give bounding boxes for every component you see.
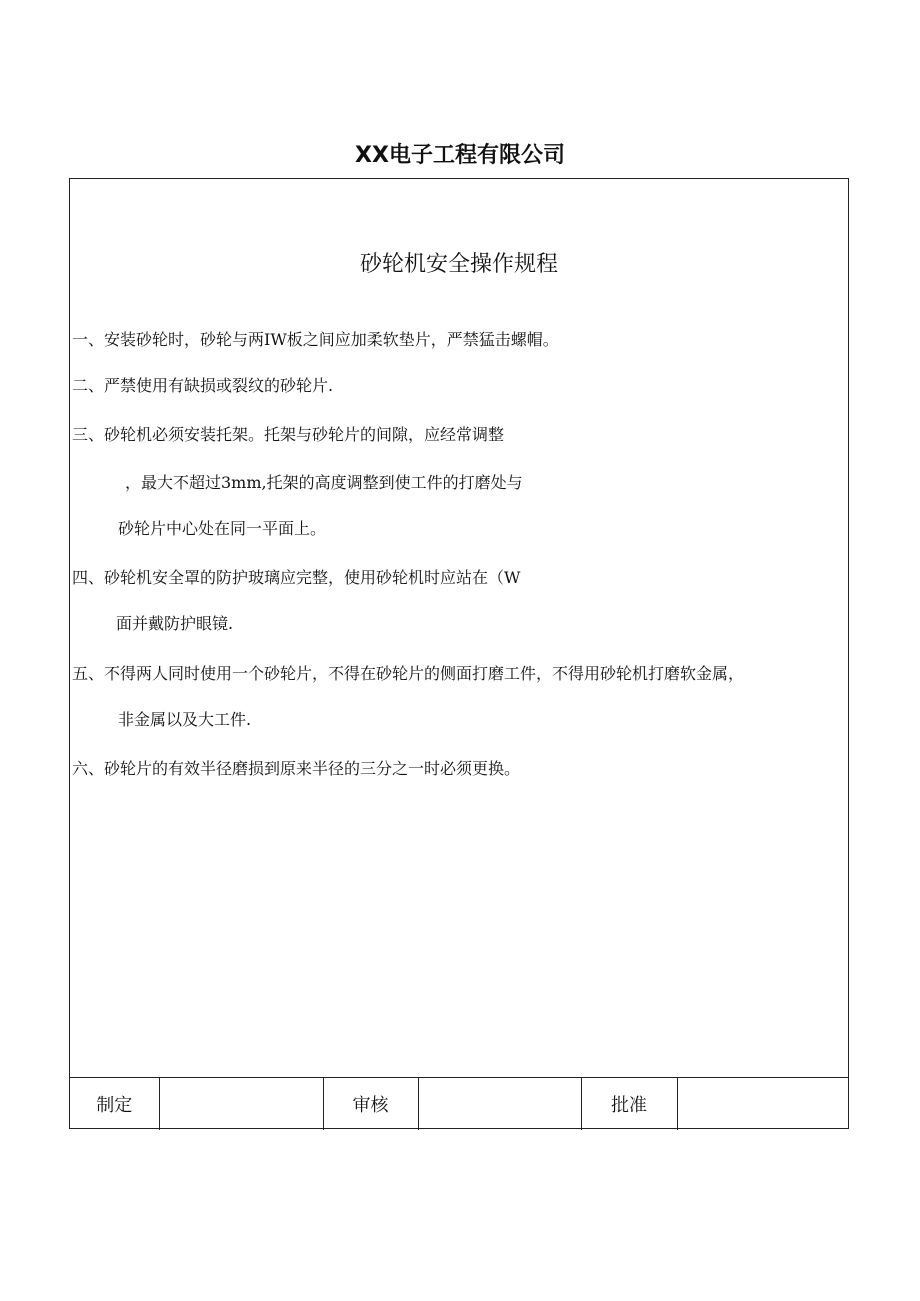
made-signature-field[interactable] <box>159 1078 323 1131</box>
review-label: 审核 <box>323 1078 418 1131</box>
signoff-row <box>70 1078 848 1131</box>
rule-2-line: 二、严禁使用有缺损或裂纹的砂轮片. <box>72 376 334 395</box>
signoff-table <box>70 1077 848 1130</box>
document-frame <box>69 178 849 1129</box>
rule-3-continuation-1: ，最大不超过3mm,托架的高度调整到使工件的打磨处与 <box>125 473 523 492</box>
rule-5-line: 五、不得两人同时使用一个砂轮片，不得在砂轮片的侧面打磨工件，不得用砂轮机打磨软金属， <box>72 664 745 683</box>
made-label: 制定 <box>70 1078 159 1131</box>
approve-label: 批准 <box>581 1078 677 1131</box>
rule-4-continuation: 面并戴防护眼镜. <box>116 614 234 633</box>
approve-signature-field[interactable] <box>677 1078 848 1131</box>
rule-1-line: 一、安装砂轮时，砂轮与两IW板之间应加柔软垫片，严禁猛击螺帽。 <box>72 330 559 349</box>
rule-3-line: 三、砂轮机必须安装托架。托架与砂轮片的间隙，应经常调整 <box>72 425 505 444</box>
rule-3-continuation-2: 砂轮片中心处在同一平面上。 <box>118 519 327 538</box>
document-title: 砂轮机安全操作规程 <box>359 252 558 277</box>
rule-4-line: 四、砂轮机安全罩的防护玻璃应完整，使用砂轮机时应站在（W <box>72 568 521 587</box>
review-signature-field[interactable] <box>418 1078 581 1131</box>
rule-5-continuation: 非金属以及大工件. <box>118 710 252 729</box>
rule-6-line: 六、砂轮片的有效半径磨损到原来半径的三分之一时必须更换。 <box>72 759 521 778</box>
company-name: XX电子工程有限公司 <box>355 143 565 168</box>
